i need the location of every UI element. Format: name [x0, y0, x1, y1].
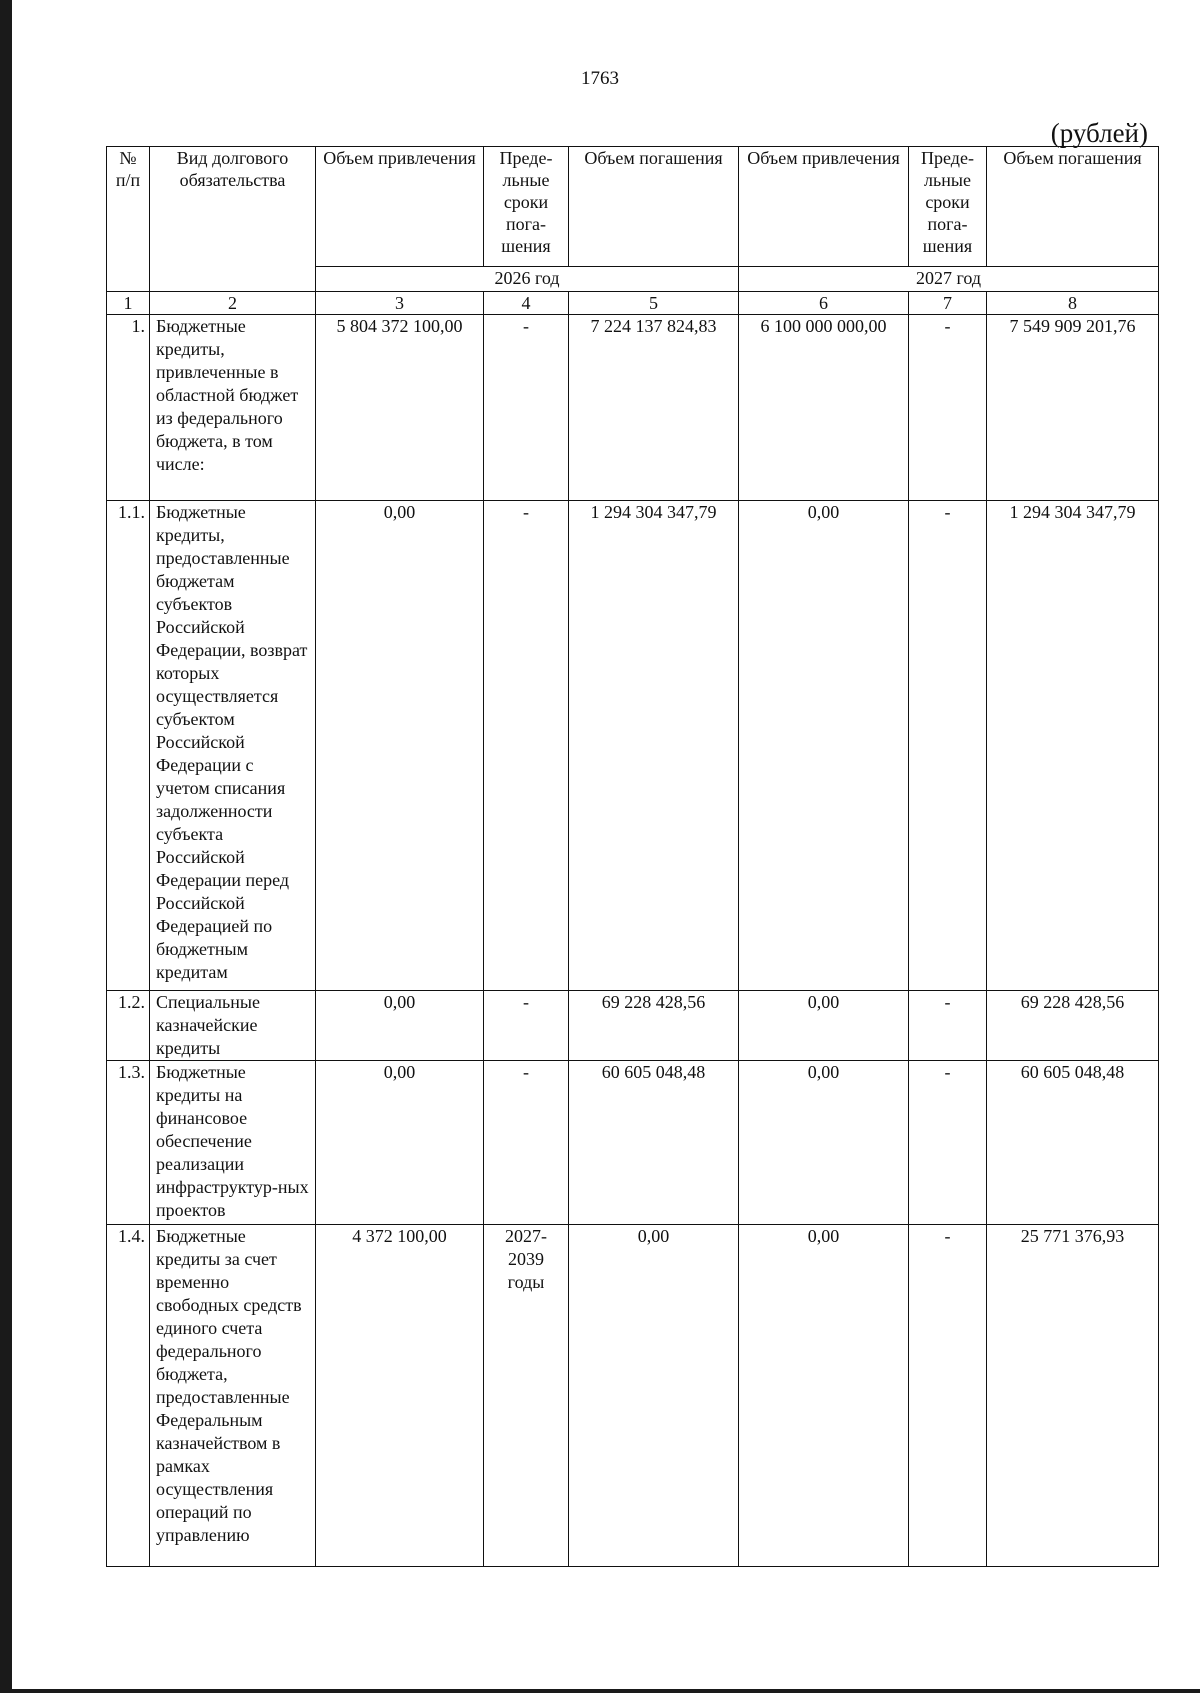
attract-2027-cell: 0,00 [739, 501, 909, 991]
repay-2027-cell: 60 605 048,48 [987, 1061, 1159, 1225]
header-repay-2027: Объем погашения [987, 147, 1159, 267]
column-number: 6 [739, 292, 909, 315]
table-row [107, 1225, 1159, 1567]
terms-2027-cell: - [909, 991, 987, 1061]
repay-2027-cell: 25 771 376,93 [987, 1225, 1159, 1567]
terms-2027-cell: - [909, 1061, 987, 1225]
repay-2026-cell: 69 228 428,56 [569, 991, 739, 1061]
year-2026: 2026 год [316, 267, 739, 292]
row-number: 1. [107, 315, 150, 501]
header-attract-2026: Объем привлечения [316, 147, 484, 267]
header-num: № п/п [107, 147, 150, 292]
terms-2026-cell: - [484, 1061, 569, 1225]
row-kind: Бюджетные кредиты на финансовое обеспечение реализации инфраструктур-ных проектов [150, 1061, 316, 1225]
row-kind: Бюджетные кредиты, предоставленные бюджетам субъектов Российской Федерации, возврат которых осуществляется субъектом Российской Федерации с учетом списания задолженности субъекта Российской Федерации перед Российской Федерацией по бюджетным кредитам [150, 501, 316, 991]
page-number: 1763 [581, 68, 619, 89]
attract-2027-cell: 0,00 [739, 1061, 909, 1225]
scan-edge-bottom [0, 1689, 1200, 1693]
header-kind: Вид долгового обязательства [150, 147, 316, 292]
terms-2027-cell: - [909, 1225, 987, 1567]
attract-2027-cell: 0,00 [739, 1225, 909, 1567]
repay-2027-cell: 1 294 304 347,79 [987, 501, 1159, 991]
terms-2026-cell: - [484, 991, 569, 1061]
debt-table [106, 146, 1159, 1567]
table-row [107, 991, 1159, 1061]
row-number: 1.3. [107, 1061, 150, 1225]
row-number: 1.4. [107, 1225, 150, 1567]
row-kind: Бюджетные кредиты, привлеченные в областной бюджет из федерального бюджета, в том числе: [150, 315, 316, 501]
attract-2026-cell: 0,00 [316, 501, 484, 991]
terms-2027-cell: - [909, 501, 987, 991]
column-number: 8 [987, 292, 1159, 315]
terms-2026-cell: 2027-2039 годы [484, 1225, 569, 1567]
header-terms-2026: Преде-льные сроки пога-шения [484, 147, 569, 267]
repay-2026-cell: 0,00 [569, 1225, 739, 1567]
attract-2026-cell: 5 804 372 100,00 [316, 315, 484, 501]
header-repay-2026: Объем погашения [569, 147, 739, 267]
attract-2027-cell: 6 100 000 000,00 [739, 315, 909, 501]
terms-2026-cell: - [484, 315, 569, 501]
row-kind: Бюджетные кредиты за счет временно свободных средств единого счета федерального бюджета, предоставленные Федеральным казначейством в рамках осуществления операций по управлению [150, 1225, 316, 1567]
terms-2027-cell: - [909, 315, 987, 501]
column-number: 2 [150, 292, 316, 315]
repay-2027-cell: 69 228 428,56 [987, 991, 1159, 1061]
attract-2026-cell: 4 372 100,00 [316, 1225, 484, 1567]
table-row [107, 315, 1159, 501]
row-number: 1.1. [107, 501, 150, 991]
attract-2026-cell: 0,00 [316, 991, 484, 1061]
column-number: 4 [484, 292, 569, 315]
column-number: 3 [316, 292, 484, 315]
repay-2027-cell: 7 549 909 201,76 [987, 315, 1159, 501]
column-number: 1 [107, 292, 150, 315]
attract-2026-cell: 0,00 [316, 1061, 484, 1225]
units-label: (рублей) [1050, 118, 1148, 148]
scan-edge-left [0, 0, 12, 1693]
attract-2027-cell: 0,00 [739, 991, 909, 1061]
year-2027: 2027 год [739, 267, 1159, 292]
row-kind: Специальные казначейские кредиты [150, 991, 316, 1061]
column-number: 5 [569, 292, 739, 315]
repay-2026-cell: 7 224 137 824,83 [569, 315, 739, 501]
column-number: 7 [909, 292, 987, 315]
column-number-row [107, 292, 1159, 315]
row-number: 1.2. [107, 991, 150, 1061]
table-row [107, 1061, 1159, 1225]
repay-2026-cell: 60 605 048,48 [569, 1061, 739, 1225]
header-terms-2027: Преде-льные сроки пога-шения [909, 147, 987, 267]
header-row [107, 147, 1159, 267]
header-attract-2027: Объем привлечения [739, 147, 909, 267]
repay-2026-cell: 1 294 304 347,79 [569, 501, 739, 991]
terms-2026-cell: - [484, 501, 569, 991]
table-row [107, 501, 1159, 991]
